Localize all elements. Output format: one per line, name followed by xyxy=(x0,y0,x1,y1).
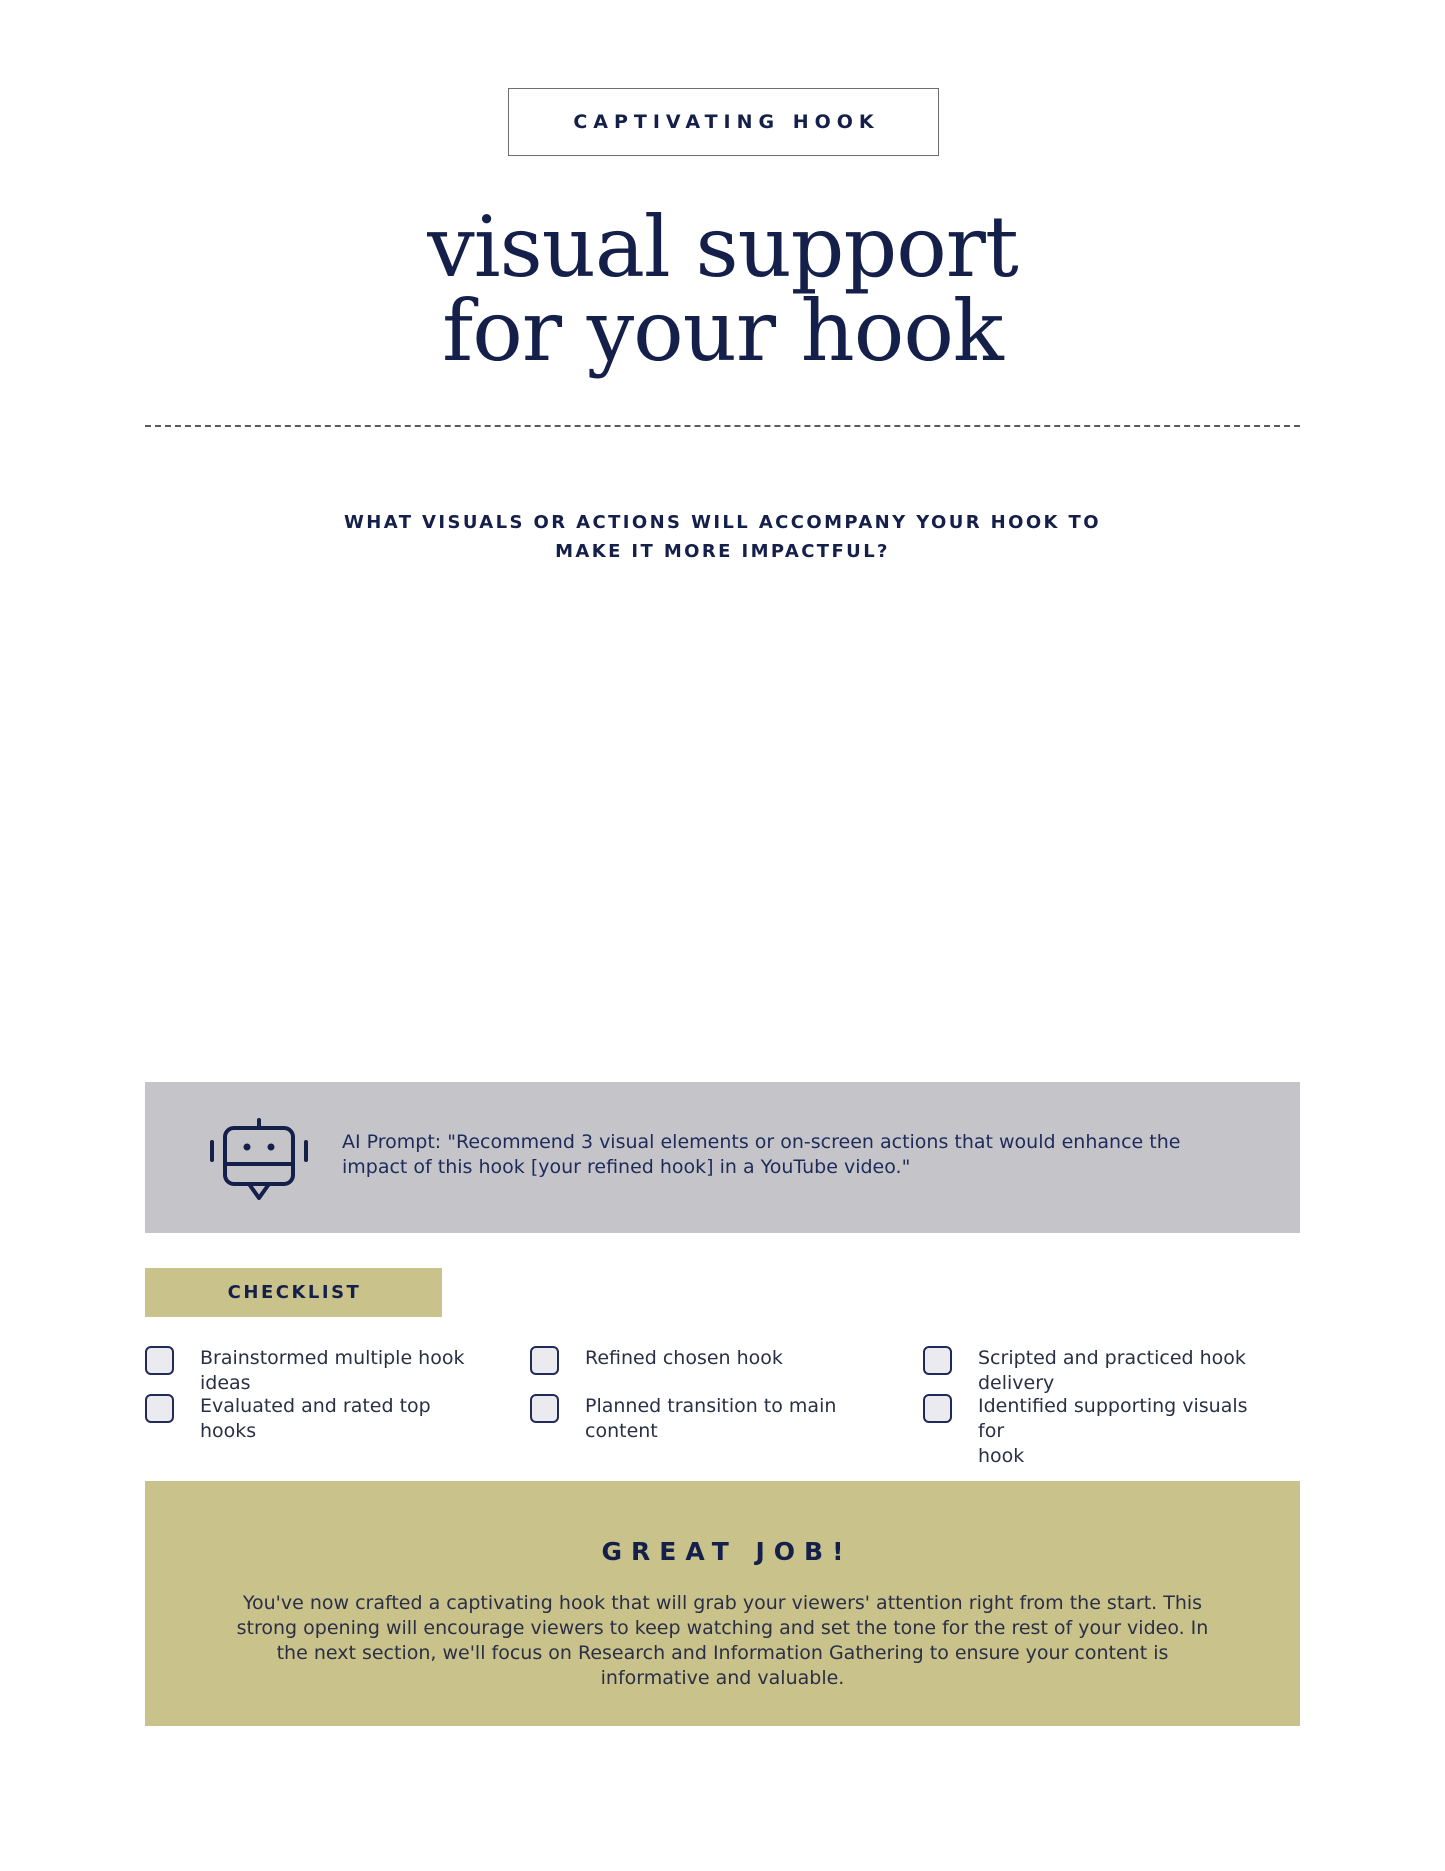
checkbox[interactable] xyxy=(923,1346,952,1375)
checklist-item-label-line-2: ideas xyxy=(200,1372,251,1394)
checklist-item-label-line-1: Refined chosen hook xyxy=(585,1347,783,1369)
page-title-line-1: visual support xyxy=(427,198,1018,296)
checklist-item-label-line-2: content xyxy=(585,1420,658,1442)
checklist-item-label xyxy=(585,1394,875,1444)
dashed-divider xyxy=(145,425,1300,427)
ai-prompt-line-2: impact of this hook [your refined hook] in a YouTube video." xyxy=(342,1156,911,1178)
great-job-line-1: You've now crafted a captivating hook that will grab your viewers' attention right from the start. This xyxy=(242,1592,1203,1614)
checklist-item xyxy=(145,1346,490,1396)
checklist-item-label-line-1: Scripted and practiced hook xyxy=(978,1347,1246,1369)
checkbox[interactable] xyxy=(145,1346,174,1375)
checklist-item-label-line-2: hook xyxy=(978,1445,1025,1467)
great-job-line-2: strong opening will encourage viewers to keep watching and set the tone for the rest of your video. In xyxy=(236,1617,1209,1639)
checklist-item-label-line-1: Planned transition to main xyxy=(585,1395,837,1417)
page-title-line-2: for your hook xyxy=(442,282,1003,380)
checklist-title: CHECKLIST xyxy=(227,1282,362,1303)
robot-chat-icon xyxy=(207,1114,311,1208)
ai-prompt-box xyxy=(145,1082,1300,1233)
great-job-title: GREAT JOB! xyxy=(601,1537,853,1566)
checkbox[interactable] xyxy=(923,1394,952,1423)
checkbox[interactable] xyxy=(530,1346,559,1375)
great-job-panel xyxy=(145,1481,1300,1726)
checkbox[interactable] xyxy=(145,1394,174,1423)
checklist-item xyxy=(530,1394,875,1444)
section-tag-label: CAPTIVATING HOOK xyxy=(573,111,880,133)
checklist-item-label-line-1: Identified supporting visuals for xyxy=(978,1395,1248,1442)
checklist-item-label xyxy=(978,1346,1268,1396)
checkbox[interactable] xyxy=(530,1394,559,1423)
checklist-item-label-line-1: Brainstormed multiple hook xyxy=(200,1347,465,1369)
checklist-item xyxy=(923,1346,1268,1396)
checklist-item-label-line-2: delivery xyxy=(978,1372,1055,1394)
ai-prompt-line-1: AI Prompt: "Recommend 3 visual elements or on-screen actions that would enhance the xyxy=(342,1131,1181,1153)
question-heading xyxy=(320,508,1125,566)
ai-prompt-text xyxy=(342,1130,1222,1180)
great-job-line-4: informative and valuable. xyxy=(600,1667,845,1689)
checklist-item-label xyxy=(200,1394,490,1444)
checklist-item-label-line-1: Evaluated and rated top hooks xyxy=(200,1395,431,1442)
checklist-item-label xyxy=(978,1394,1268,1469)
question-line-1: WHAT VISUALS OR ACTIONS WILL ACCOMPANY YOUR HOOK TO xyxy=(344,512,1101,533)
checklist-item-label xyxy=(585,1346,875,1371)
checklist-item xyxy=(530,1346,875,1375)
page-title xyxy=(0,198,1445,380)
great-job-body xyxy=(235,1591,1210,1691)
great-job-line-3: the next section, we'll focus on Research and Information Gathering to ensure your content is xyxy=(276,1642,1169,1664)
section-tag xyxy=(508,88,939,156)
checklist-header xyxy=(145,1268,442,1317)
question-line-2: MAKE IT MORE IMPACTFUL? xyxy=(555,541,890,562)
checklist-item-label xyxy=(200,1346,490,1396)
checklist-item xyxy=(923,1394,1268,1469)
checklist-item xyxy=(145,1394,490,1444)
